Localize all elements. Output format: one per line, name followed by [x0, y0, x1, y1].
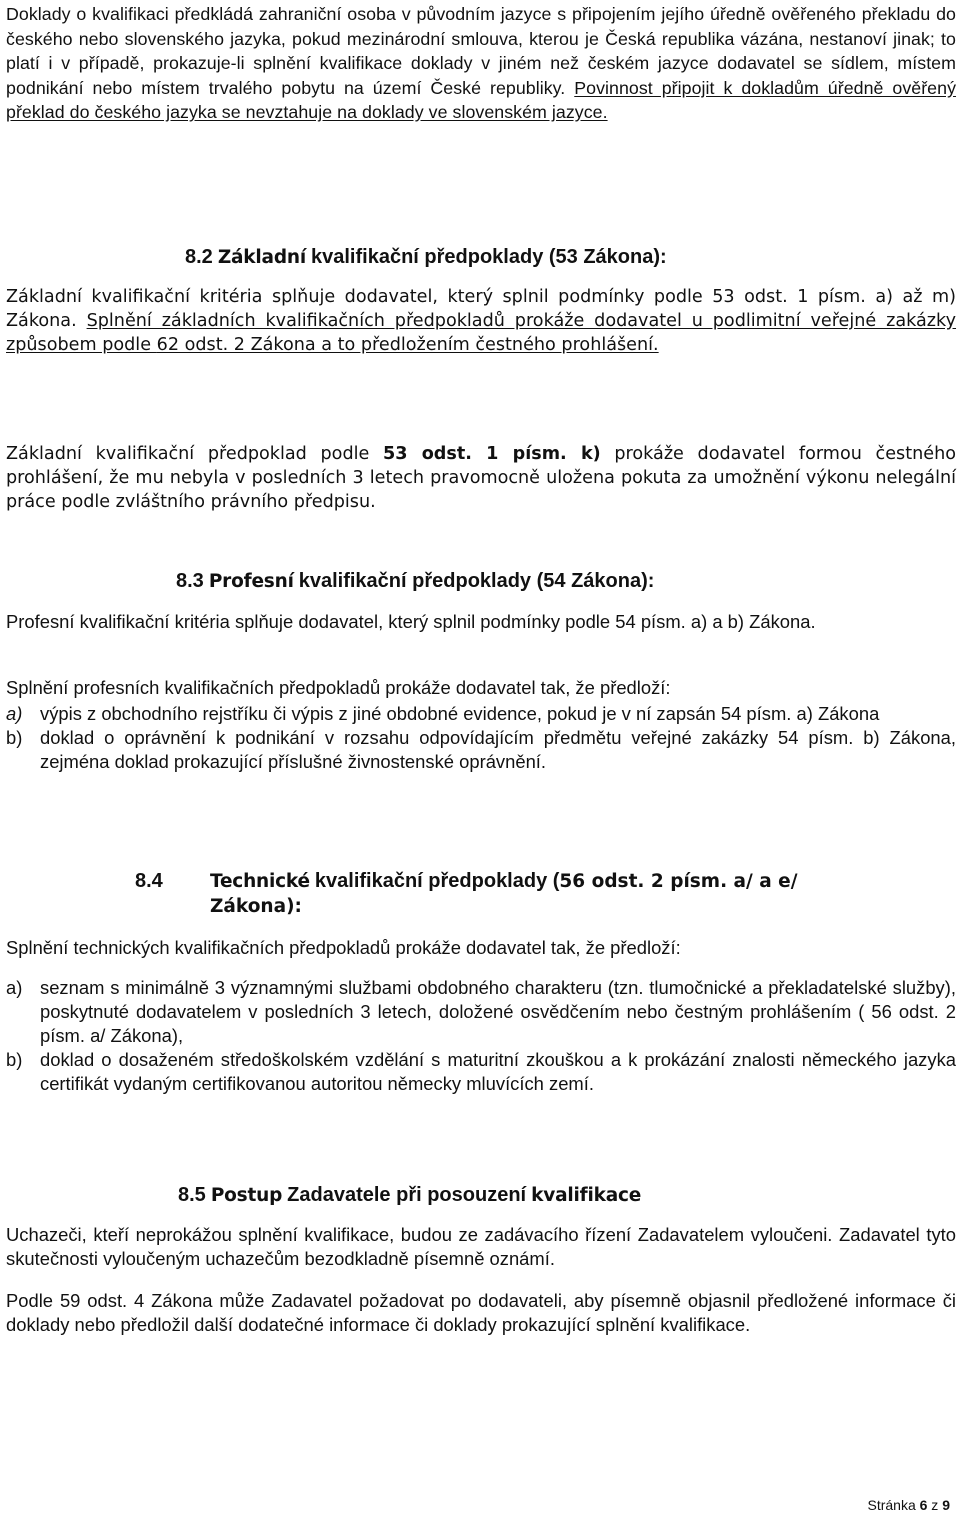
text-span: Profesní kvalifikační kritéria splňuje dodavatel, který splnil podmínky podle	[6, 611, 616, 632]
s83-list	[6, 702, 956, 774]
heading-8-4	[135, 870, 955, 917]
intro-text: Doklady o kvalifikaci předkládá zahraniční osoba v původním jazyce s připojením jejího úředně ověřeného překladu do českého nebo slovenského jazyka, pokud mezinárodní smlouva, kterou je Česká republika vázána, nestanoví jinak; to platí i v případě, prokazuje-li splnění kvalifikace doklady v jiném než českém jazyce dodavatel se sídlem, místem podnikání nebo místem trvalého pobytu na území České republiky.	[6, 4, 956, 98]
s85-paragraph-1: Uchazeči, kteří neprokážou splnění kvalifikace, budou ze zadávacího řízení Zadavatelem vyloučeni. Zadavatel tyto skutečnosti vyloučeným uchazečům bezodkladně písemně oznámí.	[6, 1224, 956, 1269]
list-item	[6, 1048, 956, 1096]
text-span: prokáže dodavatel formou čestného prohlášení, že mu nebyla v posledních 3 letech pravomocně uložena pokuta za umožnění výkonu nelegální práce podle zvláštního právního předpisu.	[6, 444, 956, 512]
heading-8-5	[178, 1184, 641, 1207]
heading-word: Profesní	[208, 571, 294, 592]
heading-word: Základní	[217, 247, 306, 268]
footer-prefix: Stránka	[867, 1497, 920, 1513]
heading-text: Zadavatele při posouzení	[287, 1184, 527, 1206]
heading-text-end: 54 Zákona):	[543, 570, 655, 592]
s82-paragraph-2	[6, 442, 956, 514]
footer-current-page: 6	[919, 1497, 928, 1513]
s83-paragraph-2: Splnění profesních kvalifikačních předpokladů prokáže dodavatel tak, že předloží:	[6, 677, 671, 698]
s84-paragraph-1: Splnění technických kvalifikačních předpokladů prokáže dodavatel tak, že předloží:	[6, 937, 681, 958]
heading-text: kvalifikační předpoklady (	[311, 246, 556, 268]
list-item	[6, 702, 956, 726]
s82-paragraph-1	[6, 285, 956, 357]
list-item-ref: 54 písm. a) Zákona	[720, 703, 880, 724]
heading-line-1	[135, 870, 955, 893]
heading-text: kvalifikační předpoklady (	[298, 570, 544, 592]
list-marker: a)	[6, 977, 23, 998]
text-span: 53 odst. 1 písm. a) až m) Zákona.	[6, 287, 956, 331]
heading-text-end: 53 Zákona):	[555, 246, 667, 268]
s84-list	[6, 976, 956, 1096]
page-number-footer	[867, 1497, 950, 1513]
heading-8-2	[185, 246, 667, 269]
footer-total-pages: 9	[942, 1497, 950, 1513]
heading-number: 8.2	[185, 246, 213, 268]
list-marker: b)	[6, 727, 23, 748]
heading-number: 8.5	[178, 1184, 206, 1206]
heading-word-end: kvalifikace	[531, 1185, 642, 1206]
heading-line-2: Zákona):	[210, 896, 302, 917]
intro-paragraph	[6, 2, 956, 125]
s83-paragraph-1	[6, 610, 956, 634]
heading-8-3	[176, 570, 654, 593]
text-span: Podle	[6, 1290, 60, 1311]
underlined-text: 62 odst. 2 Zákona a to předložením čestného prohlášení.	[156, 335, 659, 355]
heading-text-mid: 56 odst. 2 písm. a/ a e/	[559, 871, 798, 892]
heading-word: Postup	[210, 1185, 283, 1206]
footer-separator: z	[927, 1497, 943, 1513]
text-span: Základní kvalifikační kritéria splňuje dodavatel, který splnil podmínky podle	[6, 287, 713, 307]
list-marker: a)	[6, 703, 23, 724]
list-item-ref: 54 písm. b) Zákona, zejména doklad prokazující příslušné živnostenské oprávnění.	[40, 727, 956, 772]
text-span: Základní kvalifikační předpoklad podle	[6, 444, 384, 464]
s85-paragraph-2	[6, 1289, 956, 1337]
list-item-text: doklad o oprávnění k podnikání v rozsahu odpovídajícím předmětu veřejné zakázky	[40, 727, 778, 748]
heading-text: kvalifikační předpoklady (	[314, 870, 560, 892]
list-item	[6, 976, 956, 1048]
heading-word: Technické	[210, 871, 310, 892]
bold-reference: 53 odst. 1 písm. k)	[383, 444, 601, 464]
heading-number: 8.4	[135, 870, 163, 892]
list-item	[6, 726, 956, 774]
underlined-text: Splnění základních kvalifikačních předpokladů prokáže dodavatel u podlimitní veřejné zakázky způsobem podle	[6, 311, 957, 355]
list-item-text: výpis z obchodního rejstříku či výpis z jiné obdobné evidence, pokud je v ní zapsán	[40, 703, 721, 724]
list-item-text: seznam s minimálně 3 významnými službami obdobného charakteru (tzn. tlumočnické a překladatelské služby), poskytnuté dodavatelem v posledních 3 letech, doložené osvědčením nebo čestným prohlášením ( 56 odst. 2 písm. a/ Zákona),	[40, 977, 956, 1046]
list-item-text: doklad o dosaženém středoškolském vzdělání s maturitní zkouškou a k prokázání znalosti německého jazyka certifikát vydaným certifikovanou autoritou německy mluvících zemí.	[40, 1049, 956, 1094]
heading-number: 8.3	[176, 570, 204, 592]
list-marker: b)	[6, 1049, 23, 1070]
intro-underlined-text: Povinnost připojit k dokladům úředně ověřený překlad do českého jazyka se nevztahuje na doklady ve slovenském jazyce.	[6, 77, 957, 122]
text-span: 54 písm. a) a b) Zákona.	[615, 611, 816, 632]
text-span: 59 odst. 4 Zákona může Zadavatel požadovat po dodavateli, aby písemně objasnil předložené informace či doklady nebo předložil další dodatečné informace či doklady prokazující splnění kvalifikace.	[6, 1290, 956, 1335]
